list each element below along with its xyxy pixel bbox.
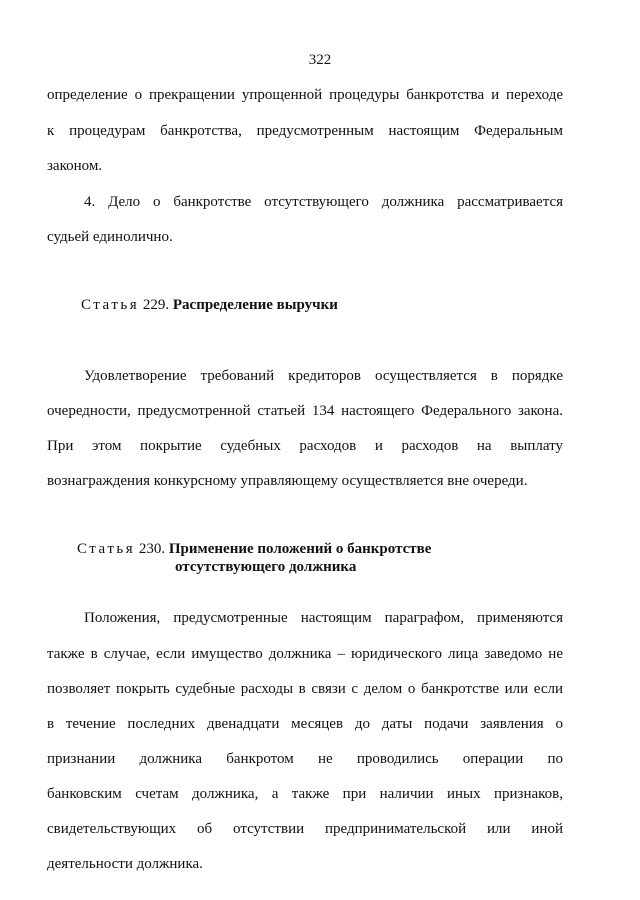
article-230-number: 230. <box>138 541 166 557</box>
article-230-title-line-1: Применение положений о банкротстве <box>168 541 432 557</box>
item4-line-1: 4. Дело о банкротстве отсутствующего должника рассматривается <box>84 194 563 210</box>
article-230-line-2: также в случае, если имущество должника – юридического лица заведомо не <box>47 646 563 662</box>
article-229-line-4: вознаграждения конкурсному управляющему осуществляется вне очереди. <box>47 473 528 489</box>
article-230-line-6: банковским счетам должника, а также при наличии иных признаков, <box>47 786 563 802</box>
article-230-title-line-2: отсутствующего должника <box>175 559 357 575</box>
article-230-label: Статья <box>77 541 136 557</box>
article-229-title: Распределение выручки <box>172 297 338 313</box>
article-230-line-3: позволяет покрыть судебные расходы в связи с делом о банкротстве или если <box>47 681 563 697</box>
article-230-line-8: деятельности должника. <box>47 856 203 872</box>
article-229-line-2: очередности, предусмотренной статьей 134 настоящего Федерального закона. <box>47 403 563 419</box>
article-229-number: 229. <box>142 297 170 313</box>
item4-line-2: судьей единолично. <box>47 229 173 245</box>
intro-line-2: к процедурам банкротства, предусмотренным настоящим Федеральным <box>47 123 563 139</box>
article-230-line-5: признании должника банкротом не проводились операции по <box>47 751 563 767</box>
intro-line-1: определение о прекращении упрощенной процедуры банкротства и переходе <box>47 87 563 103</box>
article-230-line-1: Положения, предусмотренные настоящим параграфом, применяются <box>84 610 563 626</box>
article-229-label: Статья <box>81 297 140 313</box>
page-number: 322 <box>308 52 332 68</box>
article-230-line-4: в течение последних двенадцати месяцев до даты подачи заявления о <box>47 716 563 732</box>
article-230-heading <box>77 540 431 558</box>
article-229-line-1: Удовлетворение требований кредиторов осуществляется в порядке <box>84 368 563 384</box>
article-229-heading <box>81 296 338 314</box>
intro-line-3: законом. <box>47 158 103 174</box>
article-229-line-3: При этом покрытие судебных расходов и расходов на выплату <box>47 438 563 454</box>
article-230-line-7: свидетельствующих об отсутствии предпринимательской или иной <box>47 821 563 837</box>
